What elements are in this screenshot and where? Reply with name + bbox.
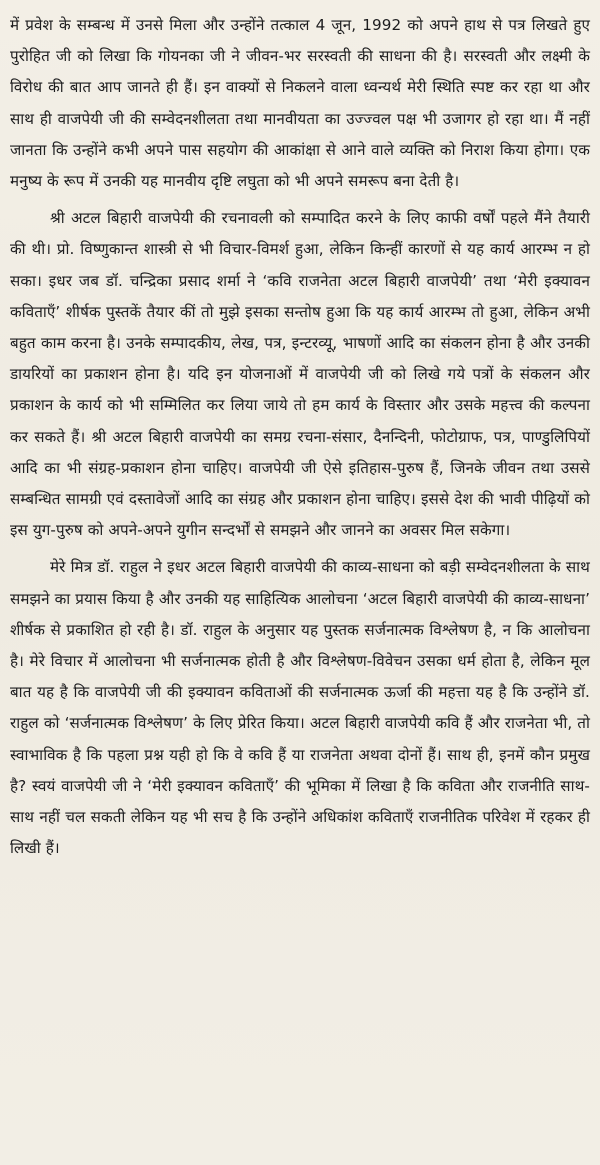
- paragraph-rachnavali: श्री अटल बिहारी वाजपेयी की रचनावली को सम्पादित करने के लिए काफी वर्षों पहले मैंने तैयारी की थी। प्रो. विष्णुकान्त शास्त्री से भी विचार-विमर्श हुआ, लेकिन किन्हीं कारणों से यह कार्य आरम्भ न हो सका। इधर जब डॉ. चन्द्रिका प्रसाद शर्मा ने ‘कवि राजनेता अटल बिहारी वाजपेयी’ तथा ‘मेरी इक्यावन कविताएँ’ शीर्षक पुस्तकें तैयार कीं तो मुझे इसका सन्तोष हुआ कि यह कार्य आरम्भ तो हुआ, लेकिन अभी बहुत काम करना है। उनके सम्पादकीय, लेख, पत्र, इन्टरव्यू, भाषणों आदि का संकलन होना है और उनकी डायरियों का प्रकाशन होना है। यदि इन योजनाओं में वाजपेयी जी को लिखे गये पत्रों के संकलन और प्रकाशन के कार्य को भी सम्मिलित कर लिया जाये तो हम कार्य के विस्तार और उसके महत्त्व की कल्पना कर सकते हैं। श्री अटल बिहारी वाजपेयी का समग्र रचना-संसार, दैनन्दिनी, फोटोग्राफ, पत्र, पाण्डुलिपियों आदि का भी संग्रह-प्रकाशन होना चाहिए। वाजपेयी जी ऐसे इतिहास-पुरुष हैं, जिनके जीवन तथा उससे सम्बन्धित सामग्री एवं दस्तावेजों आदि का संग्रह और प्रकाशन होना चाहिए। इससे देश की भावी पीढ़ियों को इस युग-पुरुष को अपने-अपने युगीन सन्दर्भों से समझने और जानने का अवसर मिल सकेगा।: [10, 209, 590, 540]
- paragraph-dr-rahul: मेरे मित्र डॉ. राहुल ने इधर अटल बिहारी वाजपेयी की काव्य-साधना को बड़ी सम्वेदनशीलता के साथ समझने का प्रयास किया है और उनकी यह साहित्यिक आलोचना ‘अटल बिहारी वाजपेयी की काव्य-साधना’ शीर्षक से प्रकाशित हो रही है। डॉ. राहुल के अनुसार यह पुस्तक सर्जनात्मक विश्लेषण है, न कि आलोचना है। मेरे विचार में आलोचना भी सर्जनात्मक होती है और विश्लेषण-विवेचन उसका धर्म होता है, लेकिन मूल बात यह है कि वाजपेयी जी की इक्यावन कविताओं की सर्जनात्मक ऊर्जा की महत्ता यह है कि उन्होंने डॉ. राहुल को ‘सर्जनात्मक विश्लेषण’ के लिए प्रेरित किया। अटल बिहारी वाजपेयी कवि हैं और राजनेता भी, तो स्वाभाविक है कि पहला प्रश्न यही हो कि वे कवि हैं या राजनेता अथवा दोनों हैं। साथ ही, इनमें कौन प्रमुख है? स्वयं वाजपेयी जी ने ‘मेरी इक्यावन कविताएँ’ की भूमिका में लिखा है कि कविता और राजनीति साथ-साथ नहीं चल सकती लेकिन यह भी सच है कि उन्होंने अधिकांश कविताएँ राजनीतिक परिवेश में रहकर ही लिखी हैं।: [10, 558, 590, 858]
- paragraph-continuation: में प्रवेश के सम्बन्ध में उनसे मिला और उन्होंने तत्काल 4 जून, 1992 को अपने हाथ से पत्र लिखते हुए पुरोहित जी को लिखा कि गोयनका जी ने जीवन-भर सरस्वती की साधना की है। सरस्वती और लक्ष्मी के विरोध की बात आप जानते ही हैं। इन वाक्यों से निकलने वाला ध्वन्यर्थ मेरी स्थिति स्पष्ट कर रहा था और साथ ही वाजपेयी जी की सम्वेदनशीलता तथा मानवीयता का उज्ज्वल पक्ष भी उजागर हो रहा था। मैं नहीं जानता कि उन्होंने कभी अपने पास सहयोग की आकांक्षा से आने वाले व्यक्ति को निराश किया होगा। एक मनुष्य के रूप में उनकी यह मानवीय दृष्टि लघुता को भी अपने समरूप बना देती है।: [10, 16, 590, 191]
